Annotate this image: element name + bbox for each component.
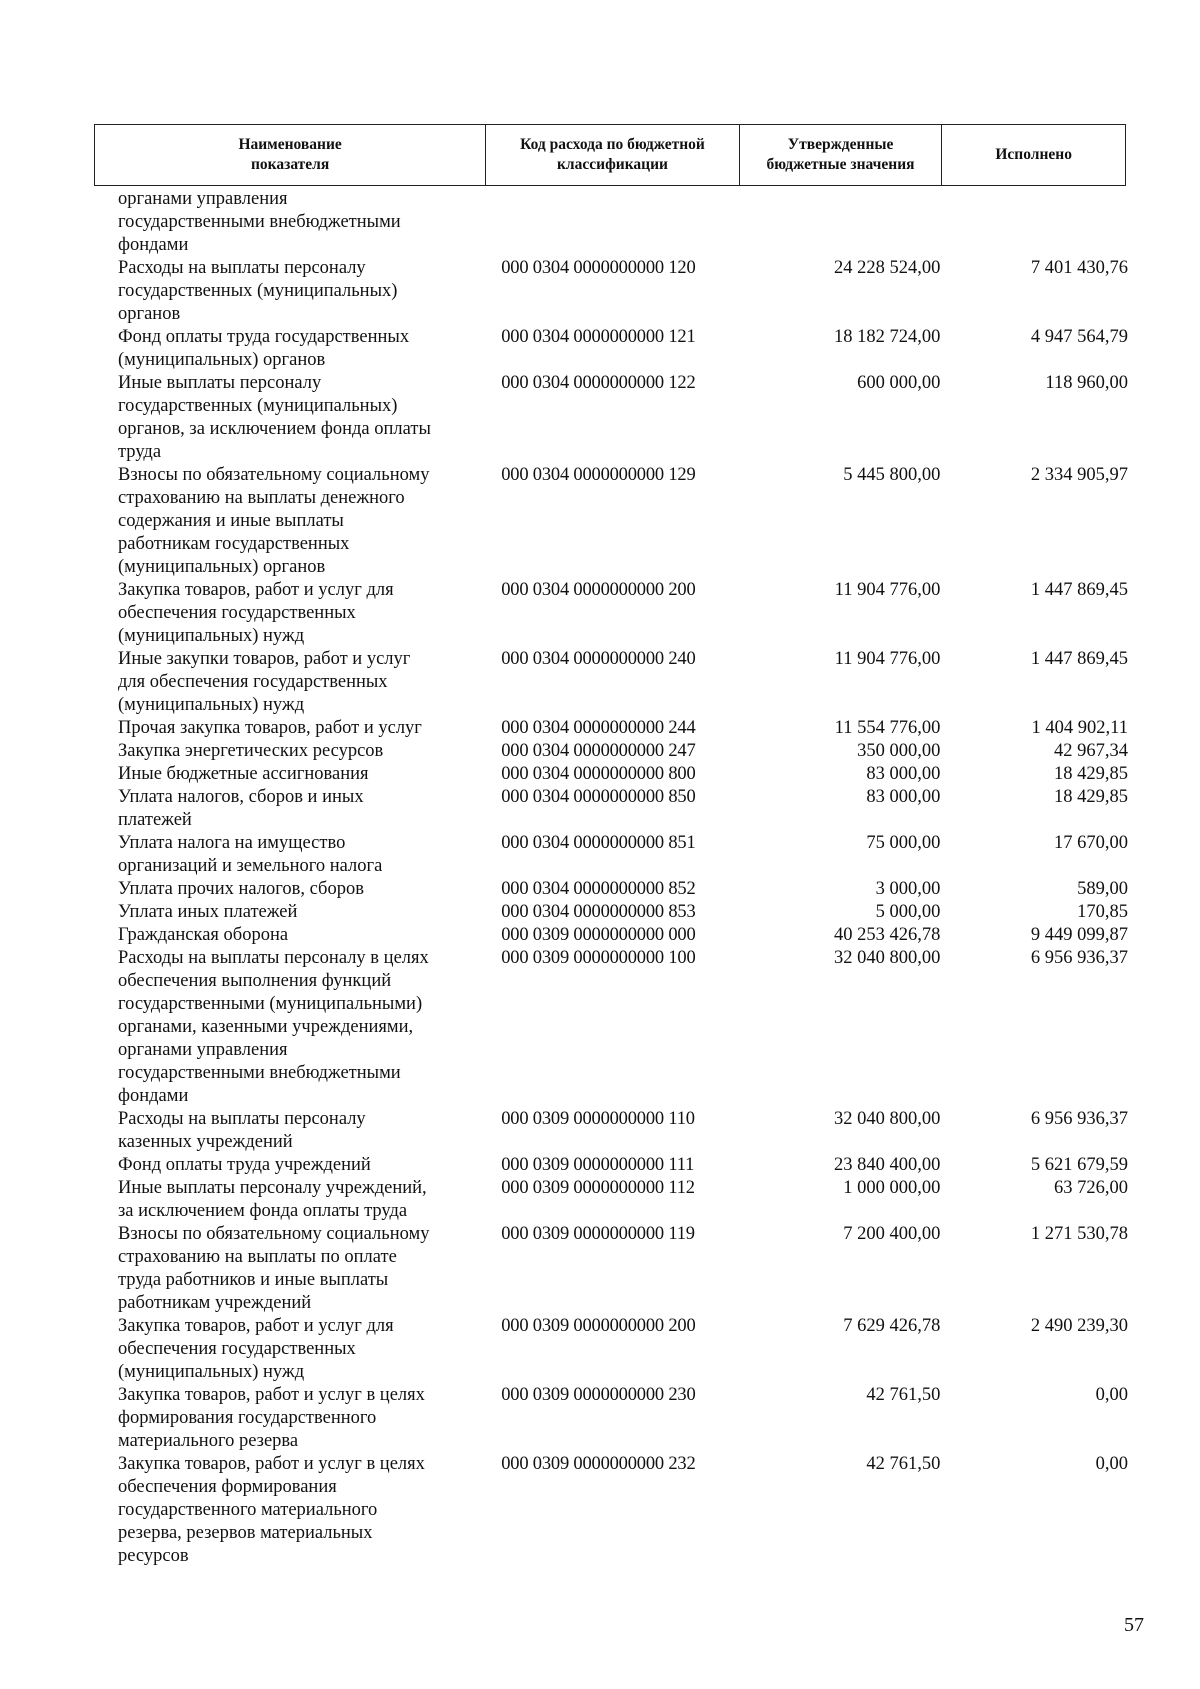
- approved-value: 11 904 776,00: [834, 580, 941, 600]
- executed-value: 0,00: [1095, 1454, 1128, 1474]
- budget-code: 000 0309 0000000000 119: [501, 1224, 695, 1244]
- budget-code: 000 0304 0000000000 244: [501, 718, 696, 738]
- indicator-name: Иные бюджетные ассигнования: [118, 764, 369, 784]
- approved-value: 83 000,00: [866, 764, 941, 784]
- executed-value: 18 429,85: [1054, 787, 1128, 807]
- indicator-name: Иные выплаты персоналу учреждений, за исключением фонда оплаты труда: [118, 1178, 427, 1221]
- table-row: [118, 763, 1128, 786]
- indicator-name: Закупка энергетических ресурсов: [118, 741, 384, 761]
- executed-value: 6 956 936,37: [1030, 1109, 1128, 1129]
- budget-code: 000 0309 0000000000 112: [501, 1178, 695, 1198]
- budget-code: 000 0304 0000000000 853: [501, 902, 696, 922]
- indicator-name: Закупка товаров, работ и услуг в целях формирования государственного материального резерва: [118, 1385, 425, 1451]
- approved-value: 350 000,00: [857, 741, 941, 761]
- table-row: [118, 832, 1128, 878]
- indicator-name: Расходы на выплаты персоналу казенных учреждений: [118, 1109, 366, 1152]
- table-row: [118, 257, 1128, 326]
- approved-value: 11 554 776,00: [834, 718, 941, 738]
- budget-code: 000 0309 0000000000 232: [501, 1454, 696, 1474]
- approved-value: 42 761,50: [866, 1454, 941, 1474]
- indicator-name: Закупка товаров, работ и услуг для обеспечения государственных (муниципальных) нужд: [118, 580, 394, 646]
- header-indicator-name: Наименование показателя: [95, 125, 486, 185]
- approved-value: 3 000,00: [875, 879, 941, 899]
- budget-code: 000 0304 0000000000 240: [501, 649, 696, 669]
- budget-code: 000 0309 0000000000 111: [501, 1155, 695, 1175]
- indicator-name: органами управления государственными внебюджетными фондами: [118, 189, 401, 255]
- executed-value: 1 447 869,45: [1030, 580, 1128, 600]
- page-number: 57: [1124, 1614, 1144, 1636]
- header-executed: Исполнено: [995, 146, 1072, 163]
- approved-value: 1 000 000,00: [843, 1178, 941, 1198]
- indicator-name: Уплата прочих налогов, сборов: [118, 879, 364, 899]
- executed-value: 5 621 679,59: [1030, 1155, 1128, 1175]
- budget-code: 000 0309 0000000000 110: [501, 1109, 695, 1129]
- approved-value: 42 761,50: [866, 1385, 941, 1405]
- approved-value: 5 445 800,00: [843, 465, 941, 485]
- indicator-name: Фонд оплаты труда учреждений: [118, 1155, 371, 1175]
- indicator-name: Иные закупки товаров, работ и услуг для обеспечения государственных (муниципальных) нужд: [118, 649, 411, 715]
- table-row: [118, 717, 1128, 740]
- budget-code: 000 0304 0000000000 129: [501, 465, 696, 485]
- executed-value: 6 956 936,37: [1030, 948, 1128, 968]
- budget-code: 000 0304 0000000000 200: [501, 580, 696, 600]
- budget-code: 000 0304 0000000000 120: [501, 258, 696, 278]
- table-row: [118, 740, 1128, 763]
- indicator-name: Фонд оплаты труда государственных (муниципальных) органов: [118, 327, 410, 370]
- table-row: [118, 579, 1128, 648]
- approved-value: 18 182 724,00: [833, 327, 941, 347]
- header-approved-values: Утвержденные бюджетные значения: [740, 125, 943, 185]
- approved-value: 5 000,00: [875, 902, 941, 922]
- approved-value: 75 000,00: [866, 833, 941, 853]
- indicator-name: Расходы на выплаты персоналу государственных (муниципальных) органов: [118, 258, 398, 324]
- executed-value: 18 429,85: [1054, 764, 1128, 784]
- executed-value: 7 401 430,76: [1030, 258, 1128, 278]
- approved-value: 32 040 800,00: [833, 1109, 941, 1129]
- approved-value: 83 000,00: [866, 787, 941, 807]
- executed-value: 118 960,00: [1045, 373, 1128, 393]
- approved-value: 24 228 524,00: [833, 258, 941, 278]
- table-row: [118, 1177, 1128, 1223]
- budget-code: 000 0309 0000000000 230: [501, 1385, 696, 1405]
- executed-value: 9 449 099,87: [1030, 925, 1128, 945]
- executed-value: 2 490 239,30: [1030, 1316, 1128, 1336]
- executed-value: 589,00: [1077, 879, 1128, 899]
- budget-code: 000 0309 0000000000 200: [501, 1316, 696, 1336]
- executed-value: 4 947 564,79: [1030, 327, 1128, 347]
- indicator-name: Взносы по обязательному социальному страхованию на выплаты по оплате труда работников и иные выплаты работникам учреждений: [118, 1224, 430, 1313]
- executed-value: 170,85: [1077, 902, 1128, 922]
- executed-value: 1 447 869,45: [1030, 649, 1128, 669]
- budget-code: 000 0304 0000000000 121: [501, 327, 696, 347]
- indicator-name: Гражданская оборона: [118, 925, 289, 945]
- table-row: [118, 326, 1128, 372]
- indicator-name: Уплата иных платежей: [118, 902, 298, 922]
- table-row: [118, 372, 1128, 464]
- indicator-name: Закупка товаров, работ и услуг для обеспечения государственных (муниципальных) нужд: [118, 1316, 394, 1382]
- table-body: [118, 188, 1128, 1568]
- budget-code: 000 0309 0000000000 000: [501, 925, 696, 945]
- table-row: [118, 878, 1128, 901]
- table-row: [118, 1223, 1128, 1315]
- header-budget-code: Код расхода по бюджетной классификации: [486, 125, 740, 185]
- indicator-name: Уплата налогов, сборов и иных платежей: [118, 787, 364, 830]
- indicator-name: Прочая закупка товаров, работ и услуг: [118, 718, 422, 738]
- budget-code: 000 0304 0000000000 851: [501, 833, 696, 853]
- approved-value: 23 840 400,00: [833, 1155, 941, 1175]
- table-row: [118, 947, 1128, 1108]
- executed-value: 1 271 530,78: [1030, 1224, 1128, 1244]
- budget-code: 000 0304 0000000000 852: [501, 879, 696, 899]
- table-row: [118, 786, 1128, 832]
- table-row: [118, 924, 1128, 947]
- executed-value: 63 726,00: [1054, 1178, 1128, 1198]
- table-row: [118, 188, 1128, 257]
- executed-value: 0,00: [1095, 1385, 1128, 1405]
- indicator-name: Расходы на выплаты персоналу в целях обеспечения выполнения функций государственными (муниципальными) органами, казенными учреждениями, органами управления государственными внебюджетными фондами: [118, 948, 429, 1106]
- table-row: [118, 648, 1128, 717]
- executed-value: 17 670,00: [1054, 833, 1128, 853]
- budget-code: 000 0304 0000000000 800: [501, 764, 696, 784]
- executed-value: 1 404 902,11: [1031, 718, 1128, 738]
- indicator-name: Закупка товаров, работ и услуг в целях обеспечения формирования государственного материального резерва, резервов материальных ресурсов: [118, 1454, 425, 1566]
- table-row: [118, 1108, 1128, 1154]
- table-row: [118, 1315, 1128, 1384]
- approved-value: 32 040 800,00: [833, 948, 941, 968]
- approved-value: 600 000,00: [857, 373, 941, 393]
- budget-code: 000 0304 0000000000 247: [501, 741, 696, 761]
- table-row: [118, 464, 1128, 579]
- executed-value: 42 967,34: [1054, 741, 1128, 761]
- table-row: [118, 1154, 1128, 1177]
- budget-code: 000 0309 0000000000 100: [501, 948, 696, 968]
- indicator-name: Уплата налога на имущество организаций и земельного налога: [118, 833, 383, 876]
- indicator-name: Взносы по обязательному социальному страхованию на выплаты денежного содержания и иные выплаты работникам государственных (муниципальных) органов: [118, 465, 430, 577]
- table-header: [94, 124, 1126, 186]
- indicator-name: Иные выплаты персоналу государственных (муниципальных) органов, за исключением фонда оплаты труда: [118, 373, 431, 462]
- executed-value: 2 334 905,97: [1030, 465, 1128, 485]
- budget-code: 000 0304 0000000000 850: [501, 787, 696, 807]
- approved-value: 7 629 426,78: [843, 1316, 941, 1336]
- approved-value: 7 200 400,00: [843, 1224, 941, 1244]
- approved-value: 40 253 426,78: [833, 925, 941, 945]
- budget-code: 000 0304 0000000000 122: [501, 373, 696, 393]
- table-row: [118, 1453, 1128, 1568]
- table-row: [118, 1384, 1128, 1453]
- table-row: [118, 901, 1128, 924]
- approved-value: 11 904 776,00: [834, 649, 941, 669]
